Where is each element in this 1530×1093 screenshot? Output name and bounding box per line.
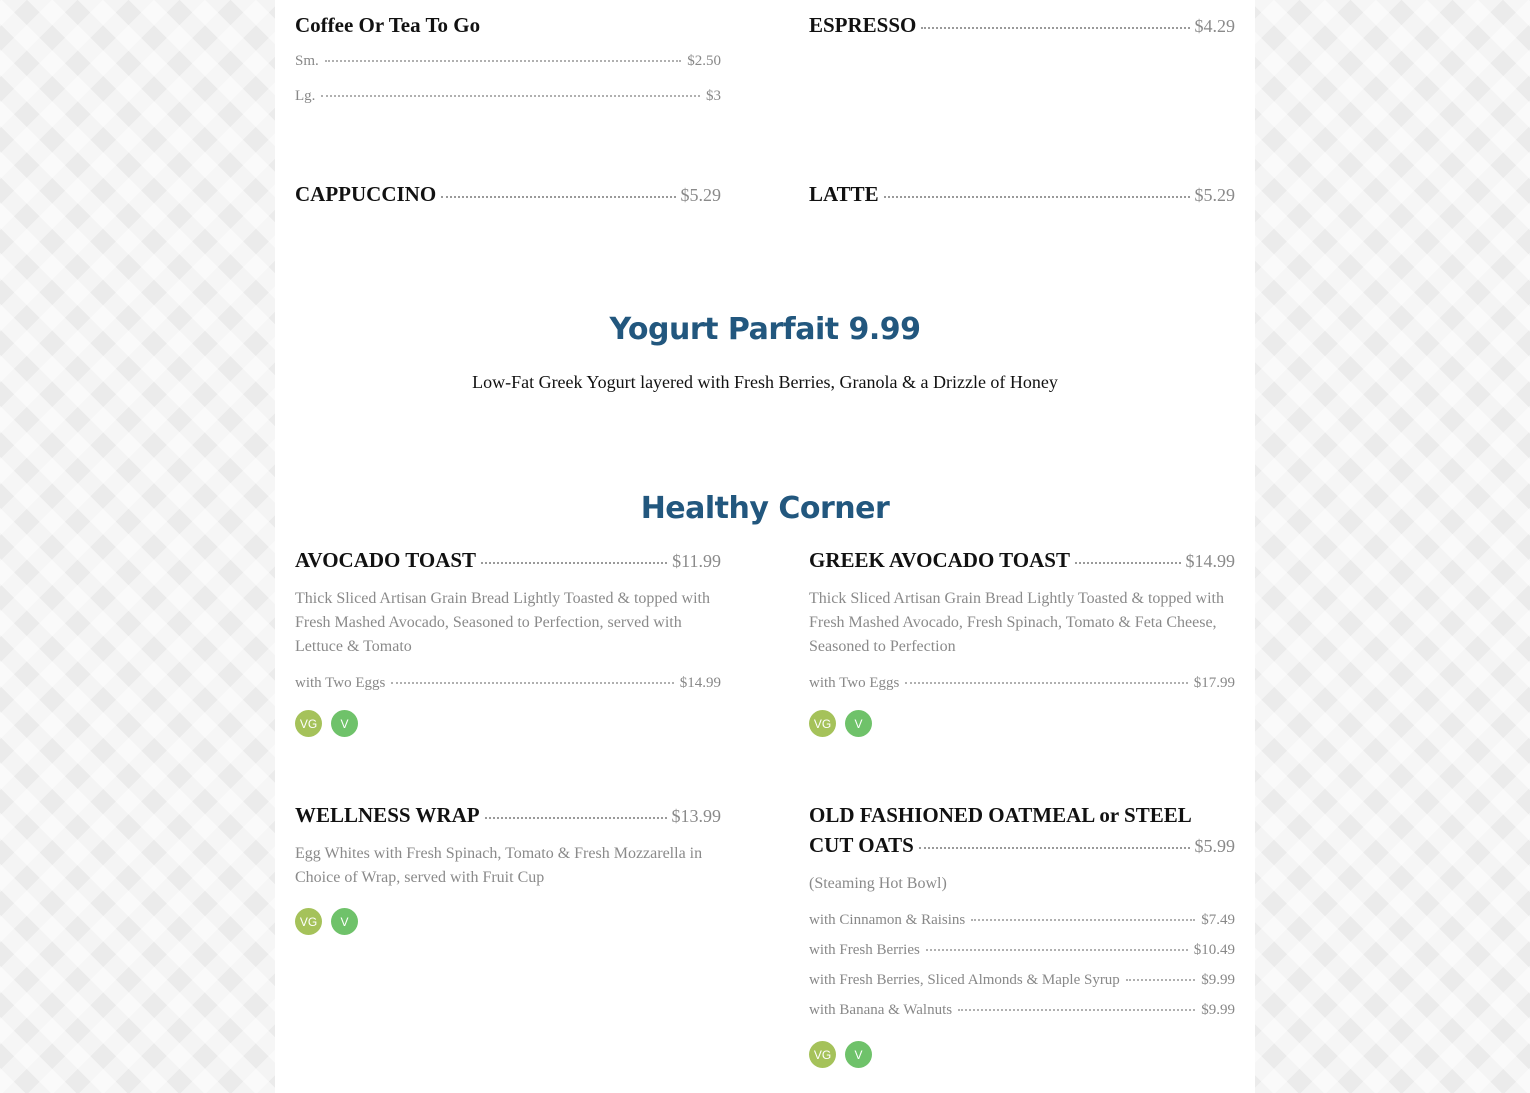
dotted-leader: [1075, 562, 1181, 564]
menu-sheet: [275, 0, 1255, 1093]
vegan-badge: V: [331, 908, 358, 935]
vegetarian-badge: VG: [295, 710, 322, 737]
menu-item-cappuccino: [295, 179, 721, 209]
item-price: $11.99: [672, 551, 721, 571]
item-price: $14.99: [1185, 551, 1235, 571]
diet-badges: [809, 1041, 1235, 1068]
size-label: Sm.: [295, 53, 319, 69]
item-price: $4.29: [1194, 16, 1235, 36]
dotted-leader: [391, 682, 673, 684]
menu-item-espresso: [809, 10, 1235, 40]
dotted-leader: [971, 919, 1195, 921]
dotted-leader: [884, 196, 1190, 198]
dotted-leader: [921, 27, 1189, 29]
option-label: with Fresh Berries: [809, 942, 920, 958]
menu-item-greek-avocado-toast: [809, 545, 1235, 737]
diet-badges: [809, 710, 1235, 737]
option-label: with Fresh Berries, Sliced Almonds & Maple Syrup: [809, 972, 1120, 988]
vegan-badge: V: [845, 1041, 872, 1068]
vegan-badge: V: [845, 710, 872, 737]
option-label: with Banana & Walnuts: [809, 1002, 953, 1018]
item-option: [809, 942, 1235, 959]
item-note: (Steaming Hot Bowl): [809, 875, 947, 892]
dotted-leader: [441, 196, 675, 198]
item-price: $13.99: [671, 806, 721, 826]
option-price: $9.99: [1201, 1002, 1235, 1018]
vegan-badge: V: [331, 710, 358, 737]
dotted-leader: [325, 60, 681, 62]
item-name: Coffee Or Tea To Go: [295, 13, 481, 37]
option-label: with Cinnamon & Raisins: [809, 912, 966, 928]
option-price: $9.99: [1201, 972, 1235, 988]
item-name: AVOCADO TOAST: [295, 548, 477, 572]
menu-item-wellness-wrap: [295, 800, 721, 935]
item-name-line-1: OLD FASHIONED OATMEAL or STEEL: [809, 803, 1192, 827]
item-name: LATTE: [809, 182, 879, 206]
item-name: ESPRESSO: [809, 13, 917, 37]
dotted-leader: [919, 847, 1190, 849]
vegetarian-badge: VG: [809, 710, 836, 737]
vegetarian-badge: VG: [809, 1041, 836, 1068]
item-option: [809, 972, 1235, 989]
parfait-description: Low-Fat Greek Yogurt layered with Fresh Berries, Granola & a Drizzle of Honey: [472, 372, 1058, 392]
size-price: $3: [706, 88, 721, 104]
dotted-leader: [485, 817, 667, 819]
section-heading-healthy-corner: Healthy Corner: [640, 491, 890, 526]
menu-item-latte: [809, 179, 1235, 209]
option-price: $10.49: [1193, 942, 1235, 958]
option-label: with Two Eggs: [809, 675, 900, 691]
item-name-line-2: CUT OATS: [809, 833, 914, 857]
parfait-heading: Yogurt Parfait 9.99: [609, 312, 921, 347]
item-name: CAPPUCCINO: [295, 182, 437, 206]
menu-item-avocado-toast: [295, 545, 721, 737]
option-price: $7.49: [1201, 912, 1235, 928]
item-price: $5.29: [1194, 185, 1235, 205]
item-price: $5.99: [1194, 836, 1235, 856]
item-name: GREEK AVOCADO TOAST: [809, 548, 1070, 572]
item-description: Thick Sliced Artisan Grain Bread Lightly Toasted & topped with Fresh Mashed Avocado, Seasoned to Perfection, served with Lettuce & Tomato: [295, 590, 710, 655]
vegetarian-badge: VG: [295, 908, 322, 935]
option-price: $14.99: [679, 675, 721, 691]
menu-item-oatmeal: [809, 800, 1235, 1068]
item-name: WELLNESS WRAP: [295, 803, 480, 827]
diet-badges: [295, 908, 721, 935]
option-label: with Two Eggs: [295, 675, 386, 691]
size-option-large: [295, 88, 721, 105]
item-price: $5.29: [680, 185, 721, 205]
size-option-small: [295, 53, 721, 70]
item-option: [809, 675, 1235, 692]
dotted-leader: [321, 95, 700, 97]
diet-badges: [295, 710, 721, 737]
item-option: [809, 912, 1235, 929]
dotted-leader: [958, 1009, 1195, 1011]
dotted-leader: [481, 562, 667, 564]
dotted-leader: [905, 682, 1187, 684]
size-label: Lg.: [295, 88, 316, 104]
item-option: [809, 1002, 1235, 1019]
item-description: Thick Sliced Artisan Grain Bread Lightly Toasted & topped with Fresh Mashed Avocado, Fresh Spinach, Tomato & Feta Cheese, Seasoned to Perfection: [809, 590, 1224, 655]
item-option: [295, 675, 721, 692]
dotted-leader: [926, 949, 1188, 951]
item-description: Egg Whites with Fresh Spinach, Tomato & Fresh Mozzarella in Choice of Wrap, served with Fruit Cup: [295, 845, 703, 886]
menu-item-coffee-to-go: [295, 10, 721, 105]
dotted-leader: [1126, 979, 1195, 981]
option-price: $17.99: [1193, 675, 1235, 691]
size-price: $2.50: [687, 53, 721, 69]
